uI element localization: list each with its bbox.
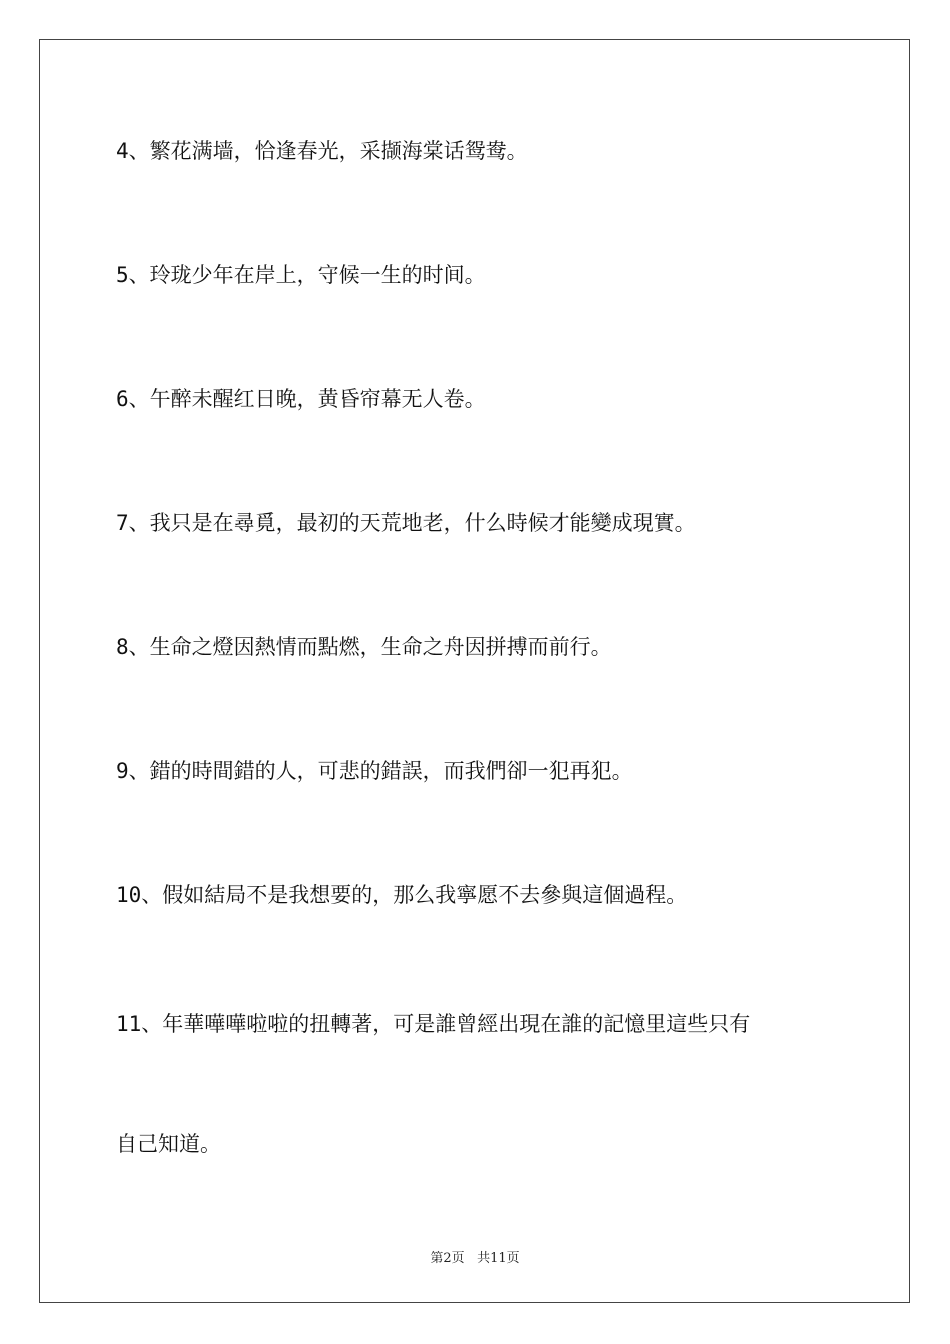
- text-line-10: 10、假如結局不是我想要的，那么我寧愿不去參與這個過程。: [116, 883, 688, 907]
- text-line-6: 6、午醉未醒红日晚，黄昏帘幕无人卷。: [116, 387, 486, 411]
- page-number: 第2页: [430, 1251, 465, 1266]
- page-border: [39, 39, 910, 1303]
- text-line-8: 8、生命之燈因熱情而點燃，生命之舟因拼搏而前行。: [116, 635, 612, 659]
- text-line-11: 11、年華嘩嘩啦啦的扭轉著，可是誰曾經出現在誰的記憶里這些只有: [116, 1012, 751, 1036]
- text-line-4: 4、繁花满墙，恰逢春光，采撷海棠话鸳鸯。: [116, 139, 528, 163]
- page-total: 共11页: [477, 1251, 520, 1266]
- text-line-11-continued: 自己知道。: [116, 1132, 221, 1156]
- text-line-9: 9、錯的時間錯的人，可悲的錯誤，而我們卻一犯再犯。: [116, 759, 633, 783]
- text-line-5: 5、玲珑少年在岸上，守候一生的时间。: [116, 263, 486, 287]
- text-line-7: 7、我只是在尋覓，最初的天荒地老，什么時候才能變成現實。: [116, 511, 696, 535]
- page-footer: [0, 1247, 950, 1266]
